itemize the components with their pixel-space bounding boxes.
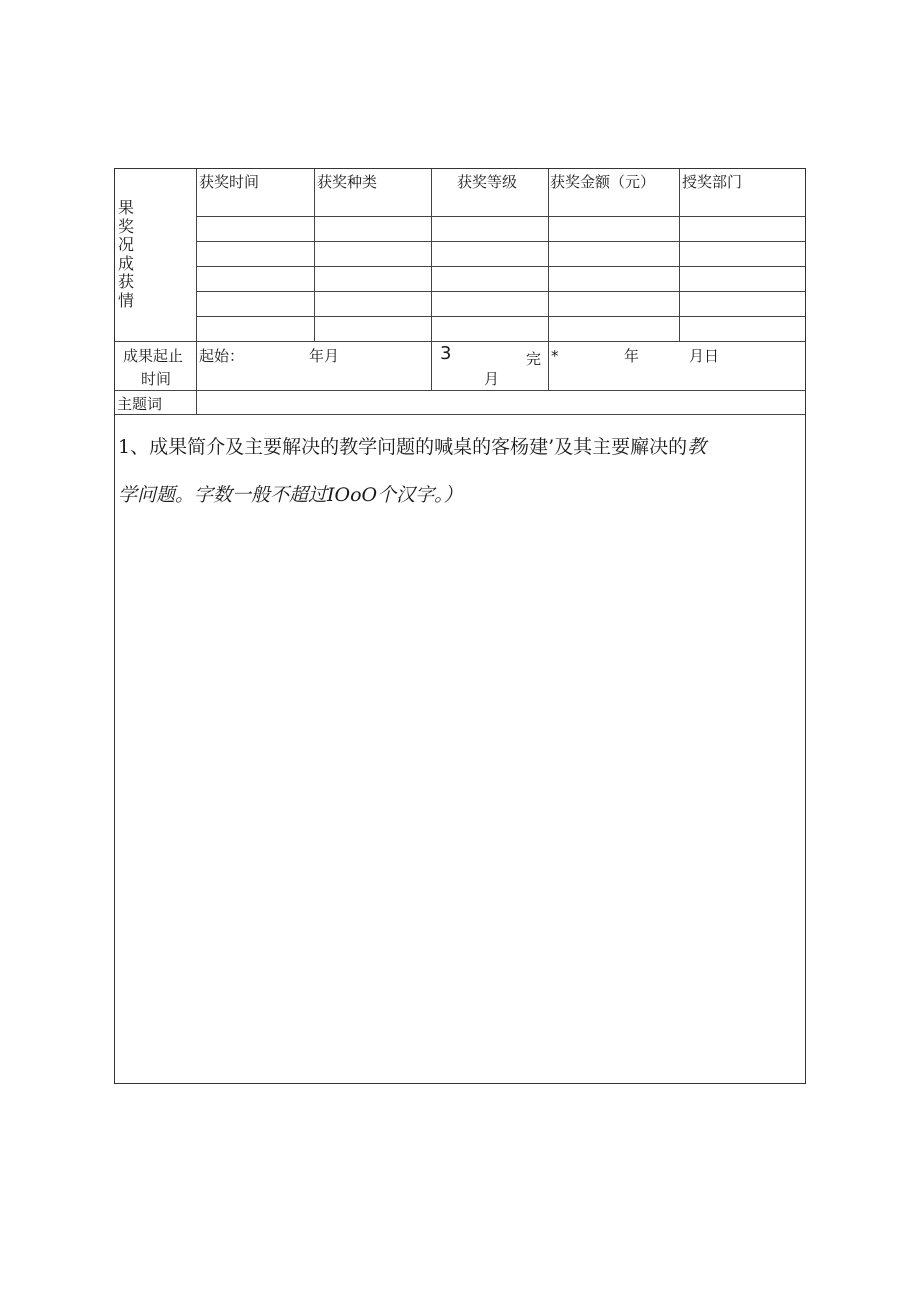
awards-row-label: 果奖况成获情 bbox=[118, 198, 135, 310]
period-end-mark: 3 bbox=[440, 343, 452, 364]
summary-line-1-main: 1、成果简介及主要解决的教学问题的喊桌的客杨建’及其主要廨决的 bbox=[118, 436, 688, 458]
period-end-wan: 完 bbox=[526, 350, 542, 368]
header-award-time: 获奖时间 bbox=[199, 173, 260, 191]
period-label-line1: 成果起止 bbox=[123, 347, 184, 365]
period-start-year-month: 年月 bbox=[309, 347, 340, 365]
period-label-line2: 时间 bbox=[141, 370, 172, 388]
award-data-grid[interactable] bbox=[197, 217, 805, 341]
period-start-label: 起始： bbox=[199, 347, 245, 365]
achievement-form bbox=[114, 168, 806, 1084]
summary-line-1 bbox=[118, 435, 706, 459]
period-star: * bbox=[551, 347, 559, 365]
keywords-value[interactable] bbox=[199, 395, 799, 413]
summary-line-1-tail: 教 bbox=[687, 436, 707, 458]
header-award-level: 获奖等级 bbox=[457, 173, 518, 191]
rule-keywords-bottom bbox=[115, 414, 805, 415]
rule-period-bottom bbox=[115, 390, 805, 391]
header-award-type: 获奖种类 bbox=[317, 173, 378, 191]
rule-awards-bottom bbox=[115, 341, 805, 342]
header-award-department: 授奖部门 bbox=[682, 173, 743, 191]
period-yue-ri: 月日 bbox=[689, 347, 720, 365]
period-nian: 年 bbox=[624, 347, 640, 365]
period-end-yue: 月 bbox=[484, 370, 500, 388]
summary-body-area[interactable] bbox=[117, 514, 803, 1079]
header-award-amount: 获奖金额（元） bbox=[550, 173, 656, 191]
summary-line-2: 学问题。字数一般不超过IOoO个汉字。） bbox=[118, 484, 463, 506]
keywords-label: 主题词 bbox=[117, 395, 163, 413]
